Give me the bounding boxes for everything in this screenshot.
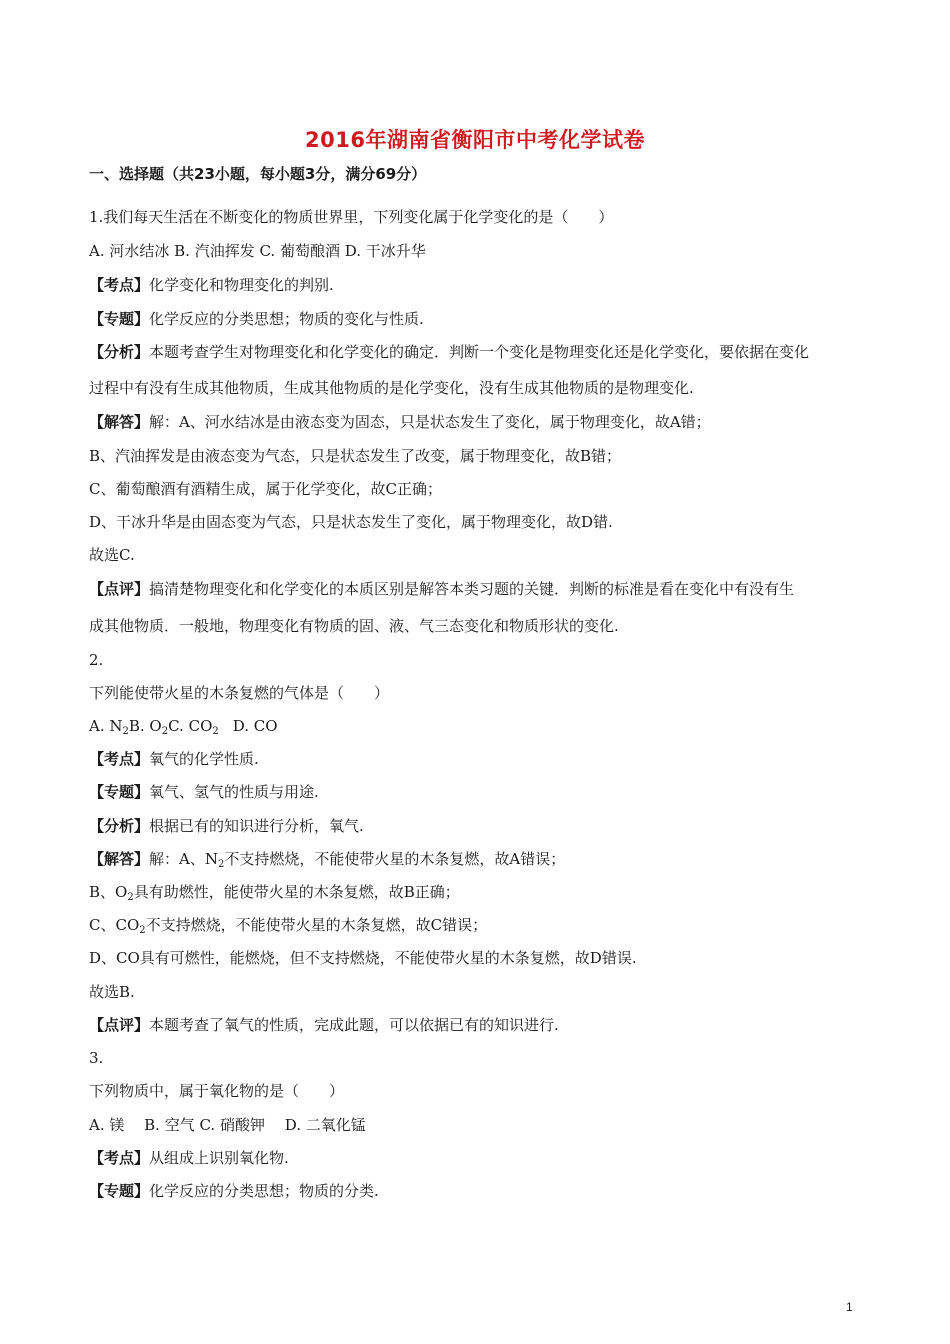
q1-kaodian bbox=[89, 275, 879, 295]
q2-fenxi bbox=[89, 816, 879, 836]
q2-jieda-c-pre: C、CO bbox=[89, 916, 140, 934]
q2-kaodian-text: 氧气的化学性质. bbox=[149, 750, 259, 768]
q3-zhuanti bbox=[89, 1181, 879, 1201]
q2-jieda-a: 解：A、N bbox=[149, 850, 218, 868]
q1-answer: 故选C. bbox=[89, 546, 135, 564]
q2-jieda-a-sub: 2 bbox=[217, 859, 225, 870]
q2-jieda-b-pre: B、O bbox=[89, 883, 128, 901]
q2-opt-a-sub: 2 bbox=[122, 726, 129, 737]
q2-jieda-b-sub: 2 bbox=[127, 892, 134, 903]
q1-zhuanti-text: 化学反应的分类思想；物质的变化与性质. bbox=[149, 310, 424, 328]
q2-jieda-c bbox=[89, 915, 879, 935]
q2-fenxi-text: 根据已有的知识进行分析，氧气. bbox=[149, 817, 364, 835]
q2-jieda bbox=[89, 849, 879, 869]
tag-zhuanti: 【专题】 bbox=[89, 310, 150, 328]
tag-kaodian: 【考点】 bbox=[89, 1149, 150, 1167]
q1-kaodian-text: 化学变化和物理变化的判别. bbox=[149, 276, 334, 294]
q2-jieda-c-post: 不支持燃烧，不能使带火星的木条复燃，故C错误； bbox=[145, 916, 488, 934]
q2-opt-a: A. N bbox=[89, 717, 123, 735]
q2-jieda-b-post: 具有助燃性，能使带火星的木条复燃，故B正确； bbox=[133, 883, 460, 901]
q1-jieda-b: B、汽油挥发是由液态变为气态，只是状态发生了改变，属于物理变化，故B错； bbox=[89, 447, 622, 465]
tag-jieda: 【解答】 bbox=[89, 413, 150, 431]
page-number: 1 bbox=[846, 1300, 853, 1314]
q2-options bbox=[89, 716, 879, 736]
q2-opt-c-sub: 2 bbox=[212, 726, 219, 737]
q1-dianping-cont: 成其他物质．一般地，物理变化有物质的固、液、气三态变化和物质形状的变化. bbox=[89, 617, 619, 635]
q2-zhuanti bbox=[89, 782, 879, 802]
q1-jieda-d: D、干冰升华是由固态变为气态，只是状态发生了变化，属于物理变化，故D错. bbox=[89, 513, 613, 531]
q1-dianping bbox=[89, 579, 879, 599]
q2-dianping bbox=[89, 1015, 879, 1035]
q1-fenxi-cont: 过程中有没有生成其他物质，生成其他物质的是化学变化，没有生成其他物质的是物理变化. bbox=[89, 379, 694, 397]
tag-zhuanti: 【专题】 bbox=[89, 783, 150, 801]
q2-opt-d: D. CO bbox=[232, 717, 278, 735]
q2-opt-b: B. O bbox=[128, 717, 162, 735]
section-heading: 一、选择题（共23小题，每小题3分，满分69分） bbox=[89, 165, 427, 183]
q2-jieda-c-sub: 2 bbox=[139, 925, 146, 936]
q1-fenxi bbox=[89, 342, 879, 362]
tag-fenxi: 【分析】 bbox=[89, 343, 150, 361]
q2-jieda-d: D、CO具有可燃性，能燃烧，但不支持燃烧，不能使带火星的木条复燃，故D错误. bbox=[89, 949, 637, 967]
q3-stem: 下列物质中，属于氧化物的是（ ） bbox=[89, 1082, 345, 1100]
q1-jieda-c: C、葡萄酿酒有酒精生成，属于化学变化，故C正确； bbox=[89, 480, 442, 498]
q2-number: 2. bbox=[89, 651, 104, 669]
q2-jieda-a-post: 不支持燃烧，不能使带火星的木条复燃，故A错误； bbox=[224, 850, 566, 868]
q3-number: 3. bbox=[89, 1049, 104, 1067]
q1-dianping-text-1: 搞清楚物理变化和化学变化的本质区别是解答本类习题的关键．判断的标准是看在变化中有没有生 bbox=[149, 580, 795, 598]
page-title: 2016年湖南省衡阳市中考化学试卷 bbox=[305, 128, 645, 152]
q1-fenxi-text-1: 本题考查学生对物理变化和化学变化的确定．判断一个变化是物理变化还是化学变化，要依据在变化 bbox=[149, 343, 810, 361]
q2-opt-b-sub: 2 bbox=[161, 726, 169, 737]
tag-kaodian: 【考点】 bbox=[89, 750, 150, 768]
q1-jieda bbox=[89, 412, 879, 432]
tag-dianping: 【点评】 bbox=[89, 1016, 150, 1034]
q3-zhuanti-text: 化学反应的分类思想；物质的分类. bbox=[149, 1182, 379, 1200]
tag-dianping: 【点评】 bbox=[89, 580, 150, 598]
q2-kaodian bbox=[89, 749, 879, 769]
q2-dianping-text: 本题考查了氧气的性质，完成此题，可以依据已有的知识进行. bbox=[149, 1016, 559, 1034]
tag-jieda: 【解答】 bbox=[89, 850, 150, 868]
q2-opt-c: C. CO bbox=[168, 717, 213, 735]
q3-options: A. 镁 B. 空气 C. 硝酸钾 D. 二氧化锰 bbox=[89, 1116, 366, 1134]
q2-jieda-b bbox=[89, 882, 879, 902]
q3-kaodian-text: 从组成上识别氧化物. bbox=[149, 1149, 289, 1167]
q1-options: A. 河水结冰 B. 汽油挥发 C. 葡萄酿酒 D. 干冰升华 bbox=[89, 242, 426, 260]
q1-jieda-a: 解：A、河水结冰是由液态变为固态，只是状态发生了变化，属于物理变化，故A错； bbox=[149, 413, 711, 431]
q2-zhuanti-text: 氧气、氢气的性质与用途. bbox=[149, 783, 319, 801]
tag-fenxi: 【分析】 bbox=[89, 817, 150, 835]
q1-stem: 1.我们每天生活在不断变化的物质世界里，下列变化属于化学变化的是（ ） bbox=[89, 208, 614, 226]
q3-kaodian bbox=[89, 1148, 879, 1168]
q1-zhuanti bbox=[89, 309, 879, 329]
tag-zhuanti: 【专题】 bbox=[89, 1182, 150, 1200]
q2-stem: 下列能使带火星的木条复燃的气体是（ ） bbox=[89, 684, 390, 702]
tag-kaodian: 【考点】 bbox=[89, 276, 150, 294]
q2-answer: 故选B. bbox=[89, 983, 135, 1001]
